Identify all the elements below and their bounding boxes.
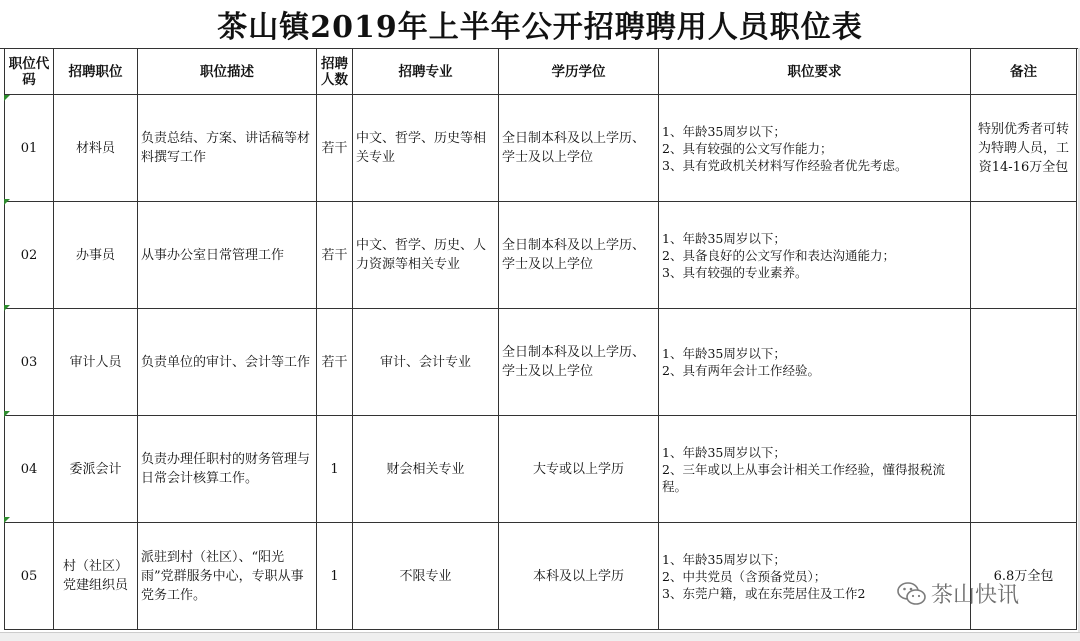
cell-count: 若干 (317, 202, 353, 309)
cell-remarks: 6.8万全包 (971, 523, 1077, 630)
cell-count: 1 (317, 416, 353, 523)
cell-requirements: 1、年龄35周岁以下； 2、具有两年会计工作经验。 (659, 309, 971, 416)
header-description: 职位描述 (138, 49, 317, 95)
table-row (5, 95, 1077, 202)
table-row (5, 202, 1077, 309)
cell-comment-marker (4, 95, 10, 101)
cell-education: 全日制本科及以上学历、学士及以上学位 (499, 202, 659, 309)
cell-position: 委派会计 (54, 416, 138, 523)
cell-description: 负责办理任职村的财务管理与日常会计核算工作。 (138, 416, 317, 523)
cell-position: 村（社区）党建组织员 (54, 523, 138, 630)
cell-comment-marker (4, 199, 10, 205)
cell-education: 本科及以上学历 (499, 523, 659, 630)
table-title: 茶山镇2019年上半年公开招聘聘用人员职位表 (0, 0, 1080, 49)
cell-code: 03 (5, 309, 54, 416)
cell-remarks (971, 309, 1077, 416)
header-requirements: 职位要求 (659, 49, 971, 95)
cell-comment-marker (4, 305, 10, 311)
cell-description: 派驻到村（社区）、“阳光雨”党群服务中心，专职从事党务工作。 (138, 523, 317, 630)
table-row (5, 309, 1077, 416)
watermark-text: 茶山快讯 (931, 583, 1020, 608)
header-education: 学历学位 (499, 49, 659, 95)
cell-major: 中文、哲学、历史、人力资源等相关专业 (353, 202, 499, 309)
cell-description: 负责单位的审计、会计等工作 (138, 309, 317, 416)
header-code: 职位代码 (5, 49, 54, 95)
header-major: 招聘专业 (353, 49, 499, 95)
wechat-icon (897, 581, 927, 607)
table-row (5, 416, 1077, 523)
cell-education: 全日制本科及以上学历、学士及以上学位 (499, 95, 659, 202)
header-position: 招聘职位 (54, 49, 138, 95)
cell-code: 01 (5, 95, 54, 202)
cell-requirements: 1、年龄35周岁以下； 2、具有较强的公文写作能力； 3、具有党政机关材料写作经验者优先考虑。 (659, 95, 971, 202)
cell-major: 审计、会计专业 (353, 309, 499, 416)
cell-description: 从事办公室日常管理工作 (138, 202, 317, 309)
cell-position: 材料员 (54, 95, 138, 202)
watermark (897, 578, 1019, 609)
cell-position: 办事员 (54, 202, 138, 309)
cell-count: 1 (317, 523, 353, 630)
cell-education: 全日制本科及以上学历、学士及以上学位 (499, 309, 659, 416)
cell-requirements: 1、年龄35周岁以下； 2、具备良好的公文写作和表达沟通能力； 3、具有较强的专业素养。 (659, 202, 971, 309)
cell-requirements: 1、年龄35周岁以下； 2、中共党员（含预备党员）； 3、东莞户籍，或在东莞居住及工作2 (659, 523, 971, 630)
cell-remarks (971, 202, 1077, 309)
recruitment-table (4, 48, 1077, 630)
cell-requirements: 1、年龄35周岁以下； 2、三年或以上从事会计相关工作经验，懂得报税流程。 (659, 416, 971, 523)
cell-position: 审计人员 (54, 309, 138, 416)
cell-major: 财会相关专业 (353, 416, 499, 523)
cell-code: 02 (5, 202, 54, 309)
cell-major: 不限专业 (353, 523, 499, 630)
cell-code: 04 (5, 416, 54, 523)
cell-count: 若干 (317, 95, 353, 202)
cell-major: 中文、哲学、历史等相关专业 (353, 95, 499, 202)
cell-comment-marker (4, 411, 10, 417)
cell-code: 05 (5, 523, 54, 630)
cell-description: 负责总结、方案、讲话稿等材料撰写工作 (138, 95, 317, 202)
cell-count: 若干 (317, 309, 353, 416)
cell-remarks: 特别优秀者可转为特聘人员，工资14-16万全包 (971, 95, 1077, 202)
header-row (5, 49, 1077, 95)
cell-comment-marker (4, 517, 10, 523)
cell-remarks (971, 416, 1077, 523)
table-row (5, 523, 1077, 630)
header-remarks: 备注 (971, 49, 1077, 95)
cell-education: 大专或以上学历 (499, 416, 659, 523)
header-count: 招聘人数 (317, 49, 353, 95)
